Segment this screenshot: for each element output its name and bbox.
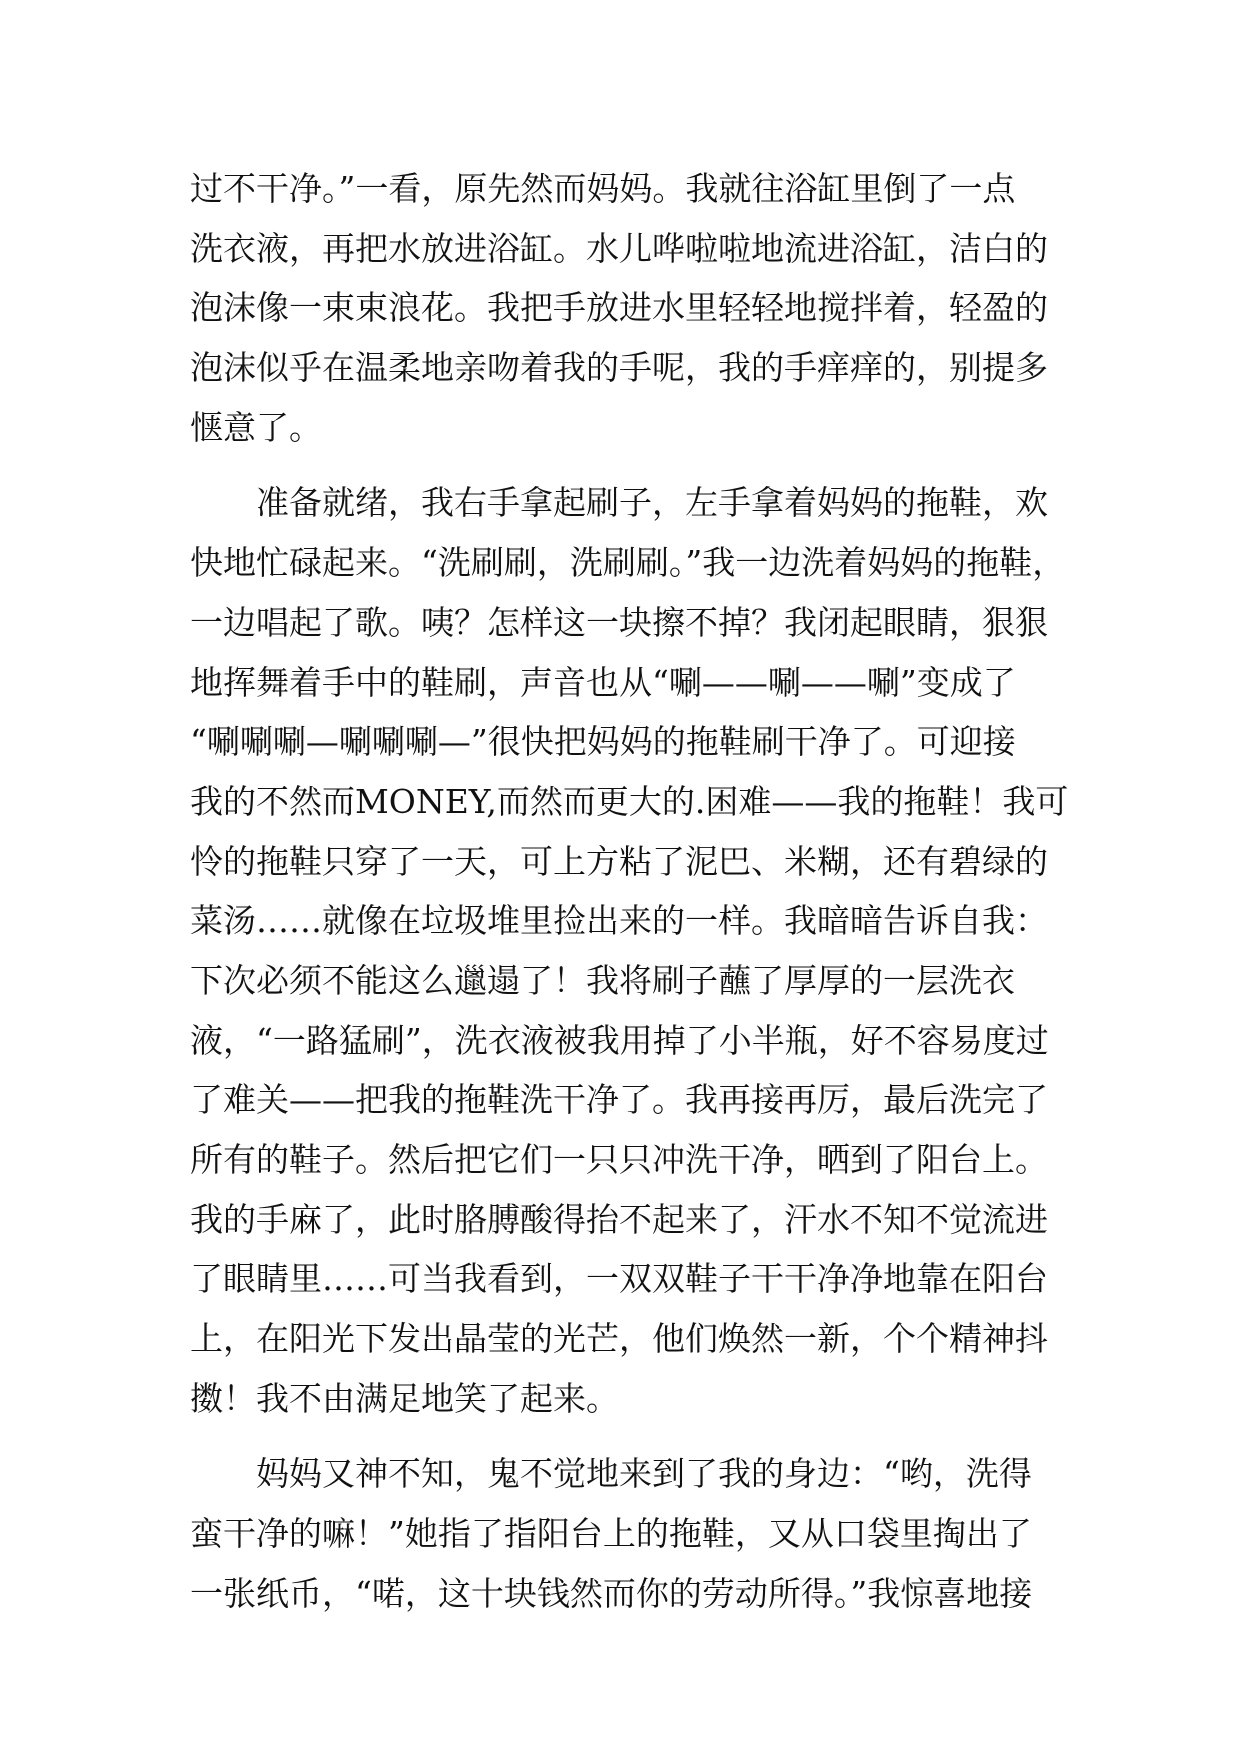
text-line: 过不干净。”一看，原先然而妈妈。我就往浴缸里倒了一点 bbox=[190, 169, 1016, 208]
paragraph-spacing bbox=[190, 1428, 1090, 1444]
paragraph bbox=[190, 473, 1090, 1428]
paragraph bbox=[190, 159, 1090, 457]
text-line: 液，“一路猛刷”，洗衣液被我用掉了小半瓶，好不容易度过 bbox=[190, 1020, 1049, 1060]
text-line: 上，在阳光下发出晶莹的光芒，他们焕然一新，个个精神抖 bbox=[190, 1319, 1048, 1359]
text-line: 了眼睛里……可当我看到，一双双鞋子干干净净地靠在阳台 bbox=[190, 1259, 1048, 1299]
text-line: 快地忙碌起来。“洗刷刷，洗刷刷。”我一边洗着妈妈的拖鞋， bbox=[190, 543, 1066, 583]
text-line: 妈妈又神不知，鬼不觉地来到了我的身边：“哟，洗得 bbox=[190, 1454, 1032, 1494]
text-line: “唰唰唰—唰唰唰—”很快把妈妈的拖鞋刷干净了。可迎接 bbox=[190, 722, 1016, 762]
text-line: 菜汤……就像在垃圾堆里捡出来的一样。我暗暗告诉自我： bbox=[190, 901, 1048, 941]
text-line: 地挥舞着手中的鞋刷，声音也从“唰——唰——唰”变成了 bbox=[190, 662, 1016, 702]
text-line: 怜的拖鞋只穿了一天，可上方粘了泥巴、米糊，还有碧绿的 bbox=[190, 841, 1048, 881]
text-line: 一边唱起了歌。咦？怎样这一块擦不掉？我闭起眼睛，狠狠 bbox=[190, 602, 1048, 642]
text-line: 一张纸币，“喏，这十块钱然而你的劳动所得。”我惊喜地接 bbox=[190, 1573, 1033, 1613]
text-line: 擞！我不由满足地笑了起来。 bbox=[190, 1378, 619, 1418]
text-line: 泡沫像一束束浪花。我把手放进水里轻轻地搅拌着，轻盈的 bbox=[190, 288, 1048, 328]
text-line: 蛮干净的嘛！”她指了指阳台上的拖鞋，又从口袋里掏出了 bbox=[190, 1514, 1032, 1554]
text-line: 我的不然而MONEY,而然而更大的.困难——我的拖鞋！我可 bbox=[190, 781, 1069, 821]
paragraph bbox=[190, 1444, 1090, 1623]
text-line: 了难关——把我的拖鞋洗干净了。我再接再厉，最后洗完了 bbox=[190, 1080, 1048, 1120]
text-line: 下次必须不能这么邋遢了！我将刷子蘸了厚厚的一层洗衣 bbox=[190, 960, 1015, 1000]
paragraph-spacing bbox=[190, 457, 1090, 473]
body-text bbox=[190, 159, 1090, 1624]
text-line: 洗衣液，再把水放进浴缸。水儿哗啦啦地流进浴缸，洁白的 bbox=[190, 228, 1048, 268]
text-line: 惬意了。 bbox=[190, 407, 322, 447]
text-line: 泡沫似乎在温柔地亲吻着我的手呢，我的手痒痒的，别提多 bbox=[190, 348, 1048, 388]
text-line: 准备就绪，我右手拿起刷子，左手拿着妈妈的拖鞋，欢 bbox=[190, 483, 1048, 523]
text-line: 所有的鞋子。然后把它们一只只冲洗干净，晒到了阳台上。 bbox=[190, 1140, 1048, 1179]
text-line: 我的手麻了，此时胳膊酸得抬不起来了，汗水不知不觉流进 bbox=[190, 1199, 1048, 1239]
